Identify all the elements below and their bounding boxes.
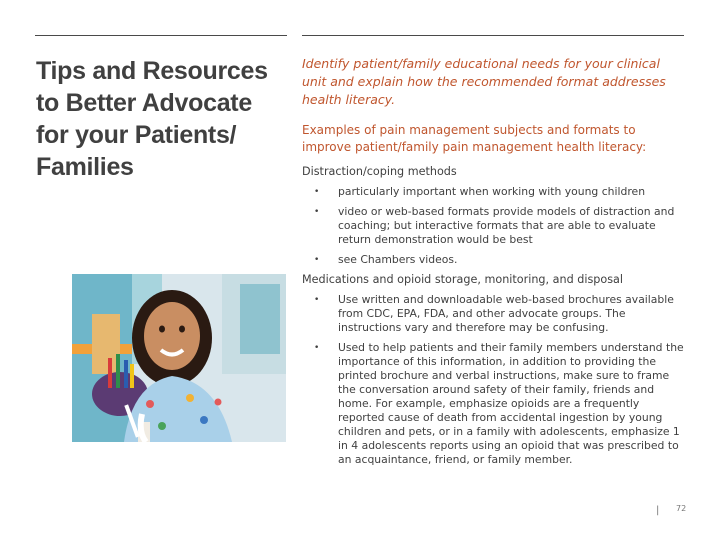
list-item-text: particularly important when working with young children: [338, 185, 646, 198]
list-item: [314, 205, 687, 247]
title-top-rule: [35, 35, 287, 36]
list-item-text: see Chambers videos.: [338, 253, 458, 266]
list-item: [314, 341, 687, 467]
content-top-rule: [302, 35, 684, 36]
list-item: [314, 253, 687, 267]
bullet-icon: •: [314, 207, 320, 217]
list-item-text: Used to help patients and their family members understand the importance of this information, in addition to providing the printed brochure and verbal instructions, make sure to frame the conversation around safety of their family, friends and home. For example, emphasize opioids are a frequently reported cause of death from accidental ingestion by young children and pets, or in a family with adolescents, emphasize 1 in 4 adolescents reports using an opioid that was prescribed to an acquaintance, friend, or family member.: [338, 341, 684, 466]
list-item-text: video or web-based formats provide models of distraction and coaching; but interactive formats that are able to evaluate return demonstration would be best: [338, 205, 675, 246]
page-number: 72: [676, 504, 687, 513]
bullet-icon: •: [314, 295, 320, 305]
bullet-icon: •: [314, 343, 320, 353]
footer-separator: |: [656, 505, 660, 516]
distraction-bullet-list: [302, 185, 687, 267]
slide-title: Tips and Resources to Better Advocate for your Patients/ Families: [36, 57, 268, 181]
list-item-text: Use written and downloadable web-based brochures available from CDC, EPA, FDA, and other advocate groups. The instructions vary and therefore may be confusing.: [338, 293, 674, 334]
section-heading-medications: Medications and opioid storage, monitoring, and disposal: [302, 273, 624, 286]
examples-heading: Examples of pain management subjects and formats to improve patient/family pain management health literacy:: [302, 123, 647, 154]
content-area: [302, 55, 687, 473]
list-item: [314, 293, 687, 335]
list-item: [314, 185, 687, 199]
bullet-icon: •: [314, 255, 320, 265]
bullet-icon: •: [314, 187, 320, 197]
medications-bullet-list: [302, 293, 687, 467]
section-heading-distraction: Distraction/coping methods: [302, 165, 457, 178]
intro-text: Identify patient/family educational needs for your clinical unit and explain how the recommended format addresses health literacy.: [302, 56, 666, 107]
child-patient-photo: [72, 274, 286, 442]
